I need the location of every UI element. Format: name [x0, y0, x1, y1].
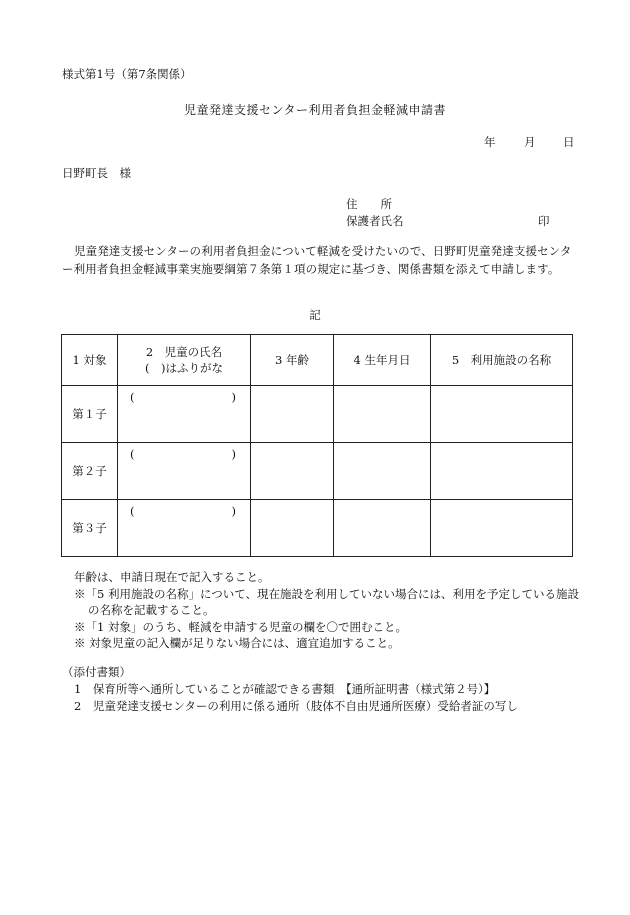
row-label-child-1: 第１子 — [62, 386, 118, 443]
child-1-birthdate-field[interactable] — [334, 386, 431, 443]
child-2-age-field[interactable] — [251, 443, 334, 500]
addressee: 日野町長 様 — [62, 166, 131, 180]
child-1-facility-field[interactable] — [431, 386, 573, 443]
furigana-paren-close: ) — [231, 504, 236, 518]
table-header-row — [62, 335, 573, 386]
child-3-birthdate-field[interactable] — [334, 500, 431, 557]
form-number: 様式第1号（第7条関係） — [62, 67, 192, 81]
child-2-name-field[interactable] — [118, 443, 251, 500]
header-birthdate: 4 生年月日 — [334, 335, 431, 386]
child-1-name-field[interactable] — [118, 386, 251, 443]
furigana-paren-open: ( — [130, 447, 135, 461]
table-row — [62, 443, 573, 500]
application-statement — [62, 242, 582, 278]
note-item: ※「1 対象」のうち、軽減を申請する児童の欄を〇で囲むこと。 — [74, 619, 407, 634]
date-day: 日 — [563, 135, 575, 149]
date-year: 年 — [484, 135, 496, 149]
header-child-name — [118, 335, 251, 386]
attachments-heading: （添付書類） — [62, 665, 131, 679]
table-row — [62, 500, 573, 557]
child-3-age-field[interactable] — [251, 500, 334, 557]
application-statement-text: 児童発達支援センターの利用者負担金について軽減を受けたいので、日野町児童発達支援センター利用者負担金軽減事業実施要綱第７条第１項の規定に基づき、関係書類を添えて申請します。 — [62, 244, 572, 276]
header-age: 3 年齢 — [251, 335, 334, 386]
attachments-section — [62, 664, 518, 715]
header-child-name-line1: 2 児童の氏名 — [145, 345, 223, 359]
child-1-age-field[interactable] — [251, 386, 334, 443]
note-item: ※ 対象児童の記入欄が足りない場合には、適宜追加すること。 — [74, 636, 400, 650]
children-table — [61, 334, 573, 557]
row-label-child-2: 第２子 — [62, 443, 118, 500]
row-label-child-3: 第３子 — [62, 500, 118, 557]
child-2-birthdate-field[interactable] — [334, 443, 431, 500]
table-row — [62, 386, 573, 443]
note-item: ※「5 利用施設の名称」について、現在施設を利用していない場合には、利用を予定している施設の名称を記載すること。 — [74, 586, 580, 617]
furigana-paren-open: ( — [130, 504, 135, 518]
notes-section — [62, 569, 582, 652]
address-label: 住 所 — [346, 197, 392, 211]
note-item: 年齢は、申請日現在で記入すること。 — [74, 570, 270, 584]
child-2-facility-field[interactable] — [431, 443, 573, 500]
child-3-facility-field[interactable] — [431, 500, 573, 557]
document-title: 児童発達支援センター利用者負担金軽減申請書 — [183, 103, 447, 117]
header-target: 1 対象 — [62, 335, 118, 386]
ki-heading: 記 — [309, 308, 321, 322]
header-child-name-line2: ( )はふりがな — [145, 361, 223, 375]
furigana-paren-close: ) — [231, 390, 236, 404]
seal-mark: 印 — [538, 214, 550, 228]
guardian-name-label: 保護者氏名 — [346, 214, 404, 228]
attachment-item: 2 児童発達支援センターの利用に係る通所（肢体不自由児通所医療）受給者証の写し — [74, 699, 518, 713]
furigana-paren-close: ) — [231, 447, 236, 461]
furigana-paren-open: ( — [130, 390, 135, 404]
date-month: 月 — [524, 135, 536, 149]
header-facility: 5 利用施設の名称 — [431, 335, 573, 386]
attachment-item: 1 保育所等へ通所していることが確認できる書類 【通所証明書（様式第２号）】 — [74, 682, 496, 696]
child-3-name-field[interactable] — [118, 500, 251, 557]
